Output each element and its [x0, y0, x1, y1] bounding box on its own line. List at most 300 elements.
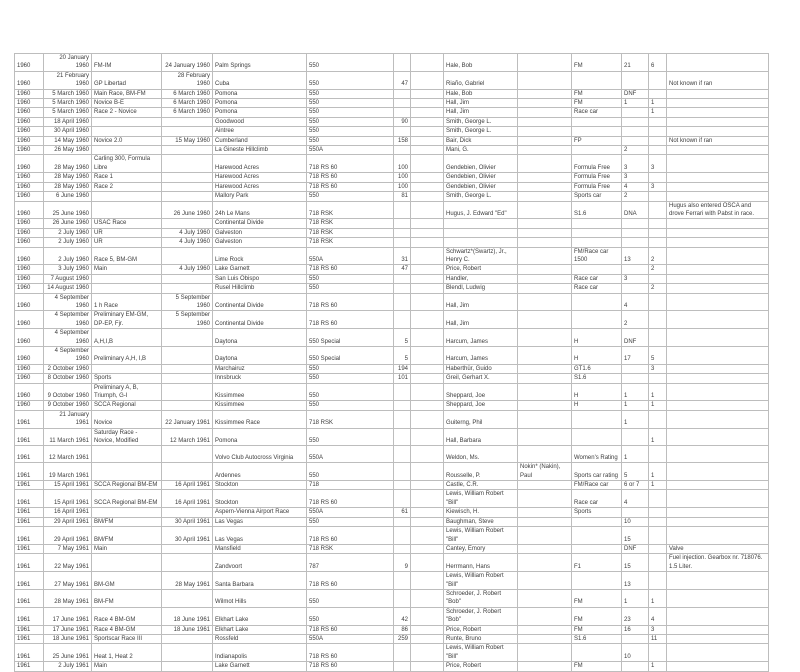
table-row — [15, 247, 769, 265]
table-row — [15, 383, 769, 401]
cell-race-date: 2 July 1960 — [44, 247, 92, 265]
cell-place — [649, 173, 667, 182]
cell-model: 550 — [307, 99, 394, 108]
cell-race-number — [394, 517, 411, 526]
cell-notes — [667, 572, 769, 590]
cell-notes — [667, 311, 769, 329]
cell-race-number: 42 — [394, 607, 411, 625]
cell-place — [649, 274, 667, 283]
cell-year: 1960 — [15, 228, 44, 237]
cell-co-driver — [518, 274, 572, 283]
cell-driver — [444, 228, 518, 237]
cell-result — [622, 662, 649, 671]
cell-co-driver — [518, 117, 572, 126]
cell-event: Heat 1, Heat 2 — [92, 644, 162, 662]
cell-event: BM-FM — [92, 589, 162, 607]
cell-unused — [411, 644, 444, 662]
cell-result — [622, 265, 649, 274]
cell-class: Race car — [572, 490, 622, 508]
cell-location: Innsbruck — [213, 374, 307, 383]
cell-race-number — [394, 383, 411, 401]
cell-place: 1 — [649, 463, 667, 481]
cell-unused — [411, 364, 444, 373]
cell-driver: Sheppard, Joe — [444, 401, 518, 410]
cell-race-date: 28 May 1960 — [44, 182, 92, 191]
cell-race-date-2 — [162, 247, 213, 265]
table-row — [15, 136, 769, 145]
cell-notes — [667, 127, 769, 136]
cell-notes: Not known if ran — [667, 71, 769, 89]
cell-result — [622, 508, 649, 517]
cell-driver: Lewis, William Robert "Bill" — [444, 527, 518, 545]
table-row — [15, 401, 769, 410]
cell-year: 1961 — [15, 410, 44, 428]
cell-event: Novice — [92, 410, 162, 428]
cell-result: 15 — [622, 554, 649, 572]
cell-race-number: 9 — [394, 554, 411, 572]
cell-co-driver — [518, 146, 572, 155]
table-row — [15, 89, 769, 98]
table-row — [15, 554, 769, 572]
cell-place — [649, 228, 667, 237]
cell-result: 23 — [622, 607, 649, 625]
cell-result: 13 — [622, 572, 649, 590]
cell-location: Harewood Acres — [213, 173, 307, 182]
cell-class — [572, 117, 622, 126]
cell-place — [649, 508, 667, 517]
table-row — [15, 274, 769, 283]
cell-result: 4 — [622, 490, 649, 508]
cell-race-number — [394, 401, 411, 410]
cell-driver: Hall, Jim — [444, 311, 518, 329]
cell-place: 5 — [649, 347, 667, 365]
cell-location: Pomona — [213, 428, 307, 446]
cell-model: 718 RS 60 — [307, 155, 394, 173]
cell-race-date-2: 4 July 1960 — [162, 238, 213, 247]
cell-year: 1961 — [15, 517, 44, 526]
cell-unused — [411, 347, 444, 365]
cell-result — [622, 117, 649, 126]
cell-notes — [667, 293, 769, 311]
cell-location: Lake Garnett — [213, 265, 307, 274]
cell-race-date-2: 24 January 1960 — [162, 54, 213, 72]
cell-co-driver — [518, 364, 572, 373]
cell-driver: Guiterng, Phil — [444, 410, 518, 428]
cell-race-date-2 — [162, 446, 213, 463]
cell-location: Galveston — [213, 228, 307, 237]
cell-co-driver — [518, 589, 572, 607]
cell-place — [649, 117, 667, 126]
cell-event — [92, 117, 162, 126]
cell-place: 2 — [649, 247, 667, 265]
cell-model: 550 — [307, 136, 394, 145]
cell-notes — [667, 89, 769, 98]
cell-year: 1960 — [15, 284, 44, 293]
cell-event: Preliminary A,H, I,B — [92, 347, 162, 365]
table-row — [15, 201, 769, 219]
cell-notes — [667, 634, 769, 643]
cell-race-date: 29 April 1961 — [44, 517, 92, 526]
cell-result: DNA — [622, 201, 649, 219]
cell-event: FM-IM — [92, 54, 162, 72]
table-row — [15, 228, 769, 237]
cell-model: 718 RSK — [307, 219, 394, 228]
cell-class: H — [572, 329, 622, 347]
cell-place: 1 — [649, 108, 667, 117]
table-row — [15, 508, 769, 517]
cell-location: Kissimmee Race — [213, 410, 307, 428]
cell-unused — [411, 554, 444, 572]
cell-event — [92, 127, 162, 136]
cell-unused — [411, 446, 444, 463]
cell-location: Daytona — [213, 347, 307, 365]
cell-driver: Weldon, Ms. — [444, 446, 518, 463]
cell-race-date-2 — [162, 364, 213, 373]
cell-place: 1 — [649, 383, 667, 401]
cell-race-number: 47 — [394, 71, 411, 89]
cell-model: 718 — [307, 481, 394, 490]
table-row — [15, 329, 769, 347]
cell-year: 1960 — [15, 383, 44, 401]
cell-year: 1961 — [15, 544, 44, 553]
table-row — [15, 634, 769, 643]
cell-year: 1960 — [15, 54, 44, 72]
cell-race-date: 11 March 1961 — [44, 428, 92, 446]
cell-event: 1 h Race — [92, 293, 162, 311]
cell-race-date-2: 30 April 1961 — [162, 517, 213, 526]
table-row — [15, 572, 769, 590]
cell-race-number — [394, 527, 411, 545]
cell-driver: Herrmann, Hans — [444, 554, 518, 572]
cell-notes — [667, 274, 769, 283]
cell-race-number — [394, 311, 411, 329]
cell-unused — [411, 662, 444, 671]
cell-notes — [667, 446, 769, 463]
cell-unused — [411, 284, 444, 293]
cell-result: 1 — [622, 383, 649, 401]
cell-result: 1 — [622, 410, 649, 428]
cell-model: 718 RS 60 — [307, 527, 394, 545]
cell-race-number: 90 — [394, 117, 411, 126]
cell-race-date-2 — [162, 634, 213, 643]
cell-model: 718 RS 60 — [307, 572, 394, 590]
cell-race-number: 81 — [394, 192, 411, 201]
cell-result: 10 — [622, 644, 649, 662]
cell-driver: Price, Robert — [444, 265, 518, 274]
cell-race-number: 100 — [394, 182, 411, 191]
table-row — [15, 517, 769, 526]
cell-location: Aspern-Vienna Airport Race — [213, 508, 307, 517]
cell-location: Daytona — [213, 329, 307, 347]
cell-notes — [667, 527, 769, 545]
cell-driver: Hugus, J. Edward "Ed" — [444, 201, 518, 219]
cell-location: San Luis Obispo — [213, 274, 307, 283]
cell-place — [649, 374, 667, 383]
cell-event: SCCA Regional BM-EM — [92, 481, 162, 490]
table-row — [15, 219, 769, 228]
cell-unused — [411, 136, 444, 145]
cell-result: DNF — [622, 329, 649, 347]
cell-driver: Sheppard, Joe — [444, 383, 518, 401]
cell-class: FM — [572, 662, 622, 671]
cell-race-date: 20 January 1960 — [44, 54, 92, 72]
cell-race-date-2: 28 February 1960 — [162, 71, 213, 89]
cell-unused — [411, 383, 444, 401]
cell-result: 10 — [622, 517, 649, 526]
cell-race-date: 14 August 1960 — [44, 284, 92, 293]
cell-notes — [667, 347, 769, 365]
cell-race-number — [394, 108, 411, 117]
cell-co-driver — [518, 108, 572, 117]
cell-race-date: 27 May 1961 — [44, 572, 92, 590]
table-row — [15, 463, 769, 481]
cell-location: Elkhart Lake — [213, 607, 307, 625]
cell-race-number — [394, 428, 411, 446]
cell-co-driver — [518, 544, 572, 553]
cell-place: 1 — [649, 401, 667, 410]
cell-race-date: 2 October 1960 — [44, 364, 92, 373]
table-row — [15, 607, 769, 625]
cell-location: Lime Rock — [213, 247, 307, 265]
cell-place: 4 — [649, 607, 667, 625]
cell-location: Aintree — [213, 127, 307, 136]
cell-co-driver — [518, 383, 572, 401]
cell-result — [622, 219, 649, 228]
cell-model: 718 RS 60 — [307, 625, 394, 634]
cell-year: 1961 — [15, 428, 44, 446]
cell-driver — [444, 238, 518, 247]
cell-unused — [411, 173, 444, 182]
cell-co-driver — [518, 527, 572, 545]
cell-driver: Baughman, Steve — [444, 517, 518, 526]
cell-class — [572, 238, 622, 247]
cell-place — [649, 410, 667, 428]
cell-model: 550 — [307, 428, 394, 446]
cell-location: Ardennes — [213, 463, 307, 481]
cell-place — [649, 293, 667, 311]
cell-year: 1960 — [15, 247, 44, 265]
cell-co-driver — [518, 192, 572, 201]
cell-race-date-2: 4 July 1960 — [162, 265, 213, 274]
cell-race-date: 5 March 1960 — [44, 99, 92, 108]
cell-place — [649, 71, 667, 89]
cell-unused — [411, 508, 444, 517]
cell-result: 21 — [622, 54, 649, 72]
cell-result — [622, 364, 649, 373]
table-row — [15, 481, 769, 490]
cell-event — [92, 463, 162, 481]
cell-race-date-2 — [162, 644, 213, 662]
cell-year: 1961 — [15, 644, 44, 662]
cell-race-date: 2 July 1960 — [44, 228, 92, 237]
cell-unused — [411, 219, 444, 228]
cell-year: 1960 — [15, 347, 44, 365]
cell-race-number — [394, 662, 411, 671]
table-row — [15, 155, 769, 173]
cell-model: 550 — [307, 463, 394, 481]
table-row — [15, 527, 769, 545]
cell-result: 3 — [622, 155, 649, 173]
cell-place — [649, 238, 667, 247]
cell-class — [572, 219, 622, 228]
cell-unused — [411, 99, 444, 108]
cell-result — [622, 136, 649, 145]
cell-event: Novice 2.0 — [92, 136, 162, 145]
cell-model: 718 RSK — [307, 238, 394, 247]
cell-race-date-2: 15 May 1960 — [162, 136, 213, 145]
cell-class — [572, 293, 622, 311]
cell-year: 1960 — [15, 219, 44, 228]
cell-race-number — [394, 481, 411, 490]
cell-place — [649, 446, 667, 463]
cell-location: Stockton — [213, 490, 307, 508]
cell-race-date-2: 18 June 1961 — [162, 625, 213, 634]
cell-class — [572, 146, 622, 155]
cell-race-date: 4 September 1960 — [44, 293, 92, 311]
cell-unused — [411, 517, 444, 526]
cell-unused — [411, 108, 444, 117]
cell-result — [622, 238, 649, 247]
cell-place: 6 — [649, 54, 667, 72]
cell-result: 17 — [622, 347, 649, 365]
cell-race-number — [394, 284, 411, 293]
cell-class: S1.6 — [572, 201, 622, 219]
cell-location: 24h Le Mans — [213, 201, 307, 219]
cell-event — [92, 284, 162, 293]
cell-unused — [411, 117, 444, 126]
cell-race-date: 6 June 1960 — [44, 192, 92, 201]
cell-unused — [411, 146, 444, 155]
cell-unused — [411, 127, 444, 136]
cell-model: 718 RS 60 — [307, 644, 394, 662]
cell-model: 550A — [307, 446, 394, 463]
cell-event: Carling 300, Formula Libre — [92, 155, 162, 173]
cell-result — [622, 634, 649, 643]
cell-co-driver — [518, 490, 572, 508]
cell-race-date: 29 April 1961 — [44, 527, 92, 545]
cell-driver: Hale, Bob — [444, 89, 518, 98]
cell-race-date: 4 September 1960 — [44, 347, 92, 365]
cell-year: 1960 — [15, 155, 44, 173]
cell-year: 1960 — [15, 182, 44, 191]
cell-race-date: 21 January 1961 — [44, 410, 92, 428]
cell-race-date-2: 18 June 1961 — [162, 607, 213, 625]
cell-year: 1960 — [15, 374, 44, 383]
table-row — [15, 284, 769, 293]
cell-co-driver — [518, 446, 572, 463]
cell-unused — [411, 274, 444, 283]
cell-driver: Harcum, James — [444, 347, 518, 365]
cell-unused — [411, 155, 444, 173]
cell-unused — [411, 238, 444, 247]
cell-place — [649, 490, 667, 508]
cell-notes — [667, 401, 769, 410]
cell-co-driver — [518, 136, 572, 145]
table-row — [15, 410, 769, 428]
cell-race-date-2: 28 May 1961 — [162, 572, 213, 590]
table-row — [15, 644, 769, 662]
cell-location: Wilmot Hills — [213, 589, 307, 607]
cell-location: Zandvoort — [213, 554, 307, 572]
cell-driver: Smith, George L. — [444, 192, 518, 201]
cell-race-date: 5 March 1960 — [44, 89, 92, 98]
cell-race-date: 17 June 1961 — [44, 607, 92, 625]
cell-race-number: 5 — [394, 347, 411, 365]
cell-year: 1961 — [15, 572, 44, 590]
cell-result: 2 — [622, 311, 649, 329]
cell-driver: Haberthür, Guido — [444, 364, 518, 373]
cell-race-date-2: 5 September 1960 — [162, 293, 213, 311]
cell-race-date: 15 April 1961 — [44, 481, 92, 490]
cell-place — [649, 644, 667, 662]
cell-co-driver — [518, 54, 572, 72]
cell-result: 2 — [622, 146, 649, 155]
cell-co-driver — [518, 517, 572, 526]
cell-event: BM/FM — [92, 527, 162, 545]
cell-location: Pomona — [213, 108, 307, 117]
cell-year: 1960 — [15, 173, 44, 182]
cell-model: 718 RS 60 — [307, 490, 394, 508]
cell-result: 5 — [622, 463, 649, 481]
cell-place — [649, 201, 667, 219]
cell-race-date-2: 5 September 1960 — [162, 311, 213, 329]
cell-model: 718 RS 60 — [307, 293, 394, 311]
cell-race-date-2 — [162, 274, 213, 283]
cell-co-driver — [518, 572, 572, 590]
cell-race-number: 158 — [394, 136, 411, 145]
cell-result: 3 — [622, 274, 649, 283]
cell-race-date-2: 4 July 1960 — [162, 228, 213, 237]
cell-notes — [667, 490, 769, 508]
cell-result: 1 — [622, 446, 649, 463]
cell-race-date: 5 March 1960 — [44, 108, 92, 117]
cell-event: SCCA Regional — [92, 401, 162, 410]
cell-co-driver — [518, 634, 572, 643]
cell-notes — [667, 662, 769, 671]
cell-event — [92, 508, 162, 517]
cell-class: S1.6 — [572, 634, 622, 643]
cell-race-date-2 — [162, 554, 213, 572]
cell-location: Lake Garnett — [213, 662, 307, 671]
cell-race-number — [394, 544, 411, 553]
cell-race-date: 15 April 1961 — [44, 490, 92, 508]
cell-driver — [444, 219, 518, 228]
cell-notes — [667, 284, 769, 293]
cell-event: Preliminary EM-GM, DP-EP, Fjr. — [92, 311, 162, 329]
cell-place — [649, 89, 667, 98]
cell-place: 3 — [649, 364, 667, 373]
cell-result — [622, 428, 649, 446]
cell-place — [649, 136, 667, 145]
cell-race-number — [394, 446, 411, 463]
cell-race-number: 61 — [394, 508, 411, 517]
cell-year: 1960 — [15, 238, 44, 247]
cell-unused — [411, 572, 444, 590]
cell-race-date: 22 May 1961 — [44, 554, 92, 572]
cell-place: 2 — [649, 284, 667, 293]
cell-driver: Gendebien, Olivier — [444, 173, 518, 182]
table-row — [15, 54, 769, 72]
cell-location: Cuba — [213, 71, 307, 89]
cell-driver: Hall, Jim — [444, 293, 518, 311]
cell-model: 550A — [307, 146, 394, 155]
cell-driver: Hall, Barbara — [444, 428, 518, 446]
cell-race-date-2: 6 March 1960 — [162, 99, 213, 108]
cell-unused — [411, 201, 444, 219]
cell-location: Rossfeld — [213, 634, 307, 643]
cell-co-driver — [518, 71, 572, 89]
cell-event: Race 1 — [92, 173, 162, 182]
